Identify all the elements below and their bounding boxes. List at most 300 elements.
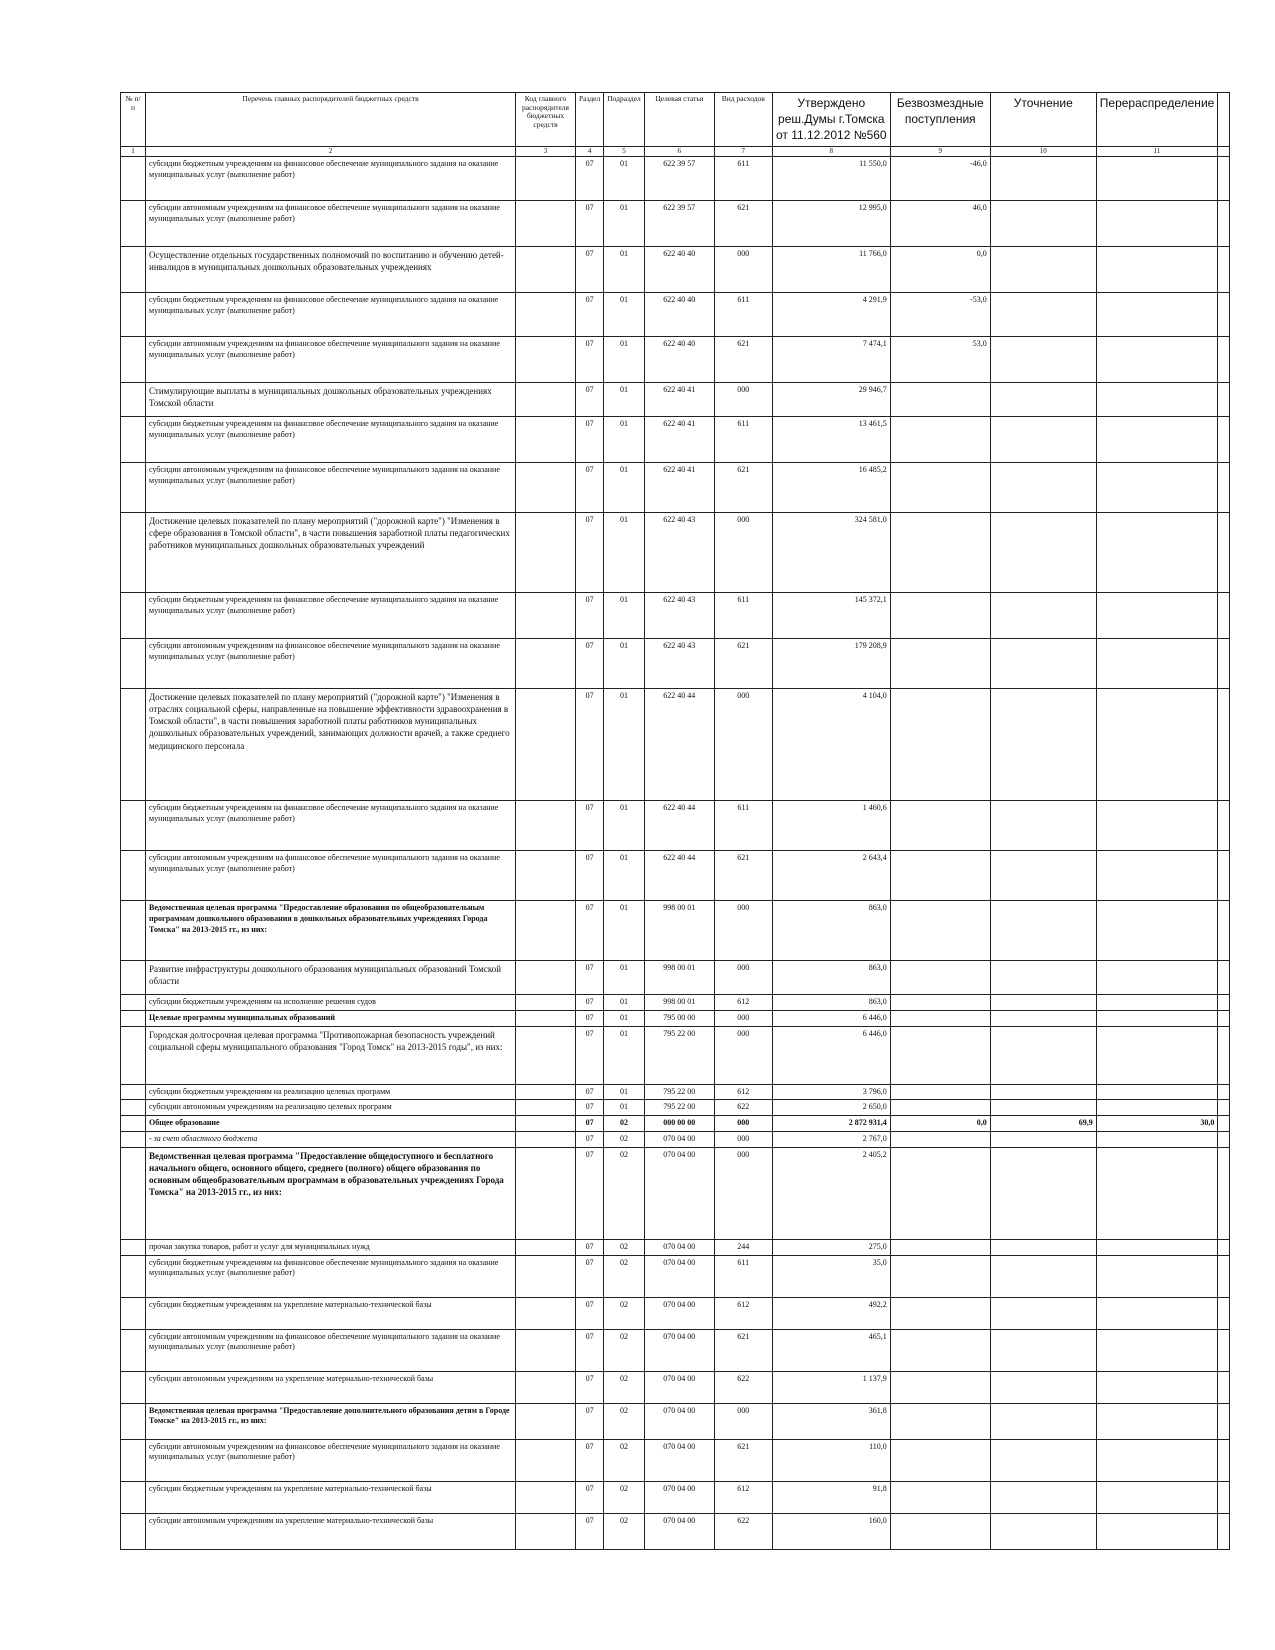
row-gratis (890, 1100, 990, 1116)
row-target: 622 40 44 (644, 801, 714, 851)
row-cut (1218, 1131, 1230, 1147)
row-number-cell (121, 1481, 146, 1513)
row-vid: 000 (714, 1131, 772, 1147)
table-row (121, 1403, 1230, 1439)
row-target: 998 00 01 (644, 995, 714, 1011)
row-podrazdel: 02 (604, 1371, 645, 1403)
row-razdel: 07 (576, 1297, 604, 1329)
row-clarify (990, 293, 1096, 337)
table-row (121, 995, 1230, 1011)
row-clarify: 69,9 (990, 1116, 1096, 1132)
row-gratis (890, 639, 990, 689)
row-podrazdel: 02 (604, 1403, 645, 1439)
row-vid: 612 (714, 1481, 772, 1513)
row-podrazdel: 01 (604, 337, 645, 383)
row-redistribute (1096, 247, 1218, 293)
row-approved: 6 446,0 (772, 1010, 890, 1026)
row-number-cell (121, 801, 146, 851)
row-code (516, 1026, 576, 1084)
row-target: 795 22 00 (644, 1026, 714, 1084)
row-name: субсидии автономным учреждениям на финансовое обеспечение муниципального задания на оказание муниципальных услуг (выполнение работ) (146, 463, 516, 513)
row-cut (1218, 247, 1230, 293)
row-number-cell (121, 1255, 146, 1297)
row-razdel: 07 (576, 1513, 604, 1549)
row-gratis (890, 1403, 990, 1439)
row-clarify (990, 337, 1096, 383)
row-code (516, 383, 576, 417)
col-number-cut (1218, 146, 1230, 156)
row-redistribute (1096, 1100, 1218, 1116)
table-row (121, 247, 1230, 293)
row-vid: 611 (714, 417, 772, 463)
row-podrazdel: 01 (604, 383, 645, 417)
row-podrazdel: 01 (604, 247, 645, 293)
row-razdel: 07 (576, 1255, 604, 1297)
row-number-cell (121, 1297, 146, 1329)
row-name: субсидии бюджетным учреждениям на финансовое обеспечение муниципального задания на оказание муниципальных услуг (выполнение работ) (146, 593, 516, 639)
row-podrazdel: 02 (604, 1439, 645, 1481)
row-code (516, 901, 576, 961)
row-podrazdel: 02 (604, 1239, 645, 1255)
header-vid: Вид расходов (714, 93, 772, 147)
table-row (121, 1371, 1230, 1403)
row-clarify (990, 417, 1096, 463)
row-approved: 91,8 (772, 1481, 890, 1513)
row-vid: 621 (714, 463, 772, 513)
row-vid: 612 (714, 995, 772, 1011)
header-approved: Утверждено реш.Думы г.Томска от 11.12.2012 №560 (772, 93, 890, 147)
row-razdel: 07 (576, 1329, 604, 1371)
row-clarify (990, 1100, 1096, 1116)
row-gratis: 0,0 (890, 247, 990, 293)
row-name: прочая закупка товаров, работ и услуг для муниципальных нужд (146, 1239, 516, 1255)
row-name: Стимулирующие выплаты в муниципальных дошкольных образовательных учреждениях Томской области (146, 383, 516, 417)
row-cut (1218, 1329, 1230, 1371)
row-redistribute: 30,0 (1096, 1116, 1218, 1132)
row-approved: 12 995,0 (772, 201, 890, 247)
row-vid: 621 (714, 1329, 772, 1371)
table-row (121, 851, 1230, 901)
row-clarify (990, 1439, 1096, 1481)
row-gratis: 0,0 (890, 1116, 990, 1132)
table-row (121, 593, 1230, 639)
row-approved: 2 650,0 (772, 1100, 890, 1116)
row-cut (1218, 1239, 1230, 1255)
row-target: 622 40 44 (644, 851, 714, 901)
row-podrazdel: 02 (604, 1131, 645, 1147)
row-code (516, 247, 576, 293)
row-cut (1218, 1439, 1230, 1481)
row-clarify (990, 851, 1096, 901)
row-cut (1218, 463, 1230, 513)
table-row (121, 1255, 1230, 1297)
row-target: 622 40 41 (644, 463, 714, 513)
row-target: 622 40 41 (644, 383, 714, 417)
row-redistribute (1096, 593, 1218, 639)
row-cut (1218, 417, 1230, 463)
row-redistribute (1096, 1147, 1218, 1239)
row-redistribute (1096, 901, 1218, 961)
row-code (516, 337, 576, 383)
row-name: субсидии бюджетным учреждениям на финансовое обеспечение муниципального задания на оказание муниципальных услуг (выполнение работ) (146, 293, 516, 337)
row-razdel: 07 (576, 1100, 604, 1116)
row-number-cell (121, 961, 146, 995)
row-vid: 621 (714, 639, 772, 689)
row-redistribute (1096, 1371, 1218, 1403)
row-code (516, 201, 576, 247)
row-podrazdel: 02 (604, 1116, 645, 1132)
row-approved: 4 104,0 (772, 689, 890, 801)
row-approved: 2 767,0 (772, 1131, 890, 1147)
row-vid: 000 (714, 247, 772, 293)
row-vid: 611 (714, 1255, 772, 1297)
row-redistribute (1096, 851, 1218, 901)
row-clarify (990, 901, 1096, 961)
row-approved: 863,0 (772, 901, 890, 961)
row-clarify (990, 1084, 1096, 1100)
row-cut (1218, 1371, 1230, 1403)
row-vid: 000 (714, 383, 772, 417)
row-vid: 000 (714, 961, 772, 995)
row-target: 622 40 41 (644, 417, 714, 463)
row-cut (1218, 1100, 1230, 1116)
row-target: 070 04 00 (644, 1439, 714, 1481)
row-number-cell (121, 337, 146, 383)
row-name: субсидии бюджетным учреждениям на укрепление материально-технической базы (146, 1481, 516, 1513)
header-clarify: Уточнение (990, 93, 1096, 147)
table-row (121, 801, 1230, 851)
row-redistribute (1096, 689, 1218, 801)
row-podrazdel: 01 (604, 1084, 645, 1100)
row-target: 000 00 00 (644, 1116, 714, 1132)
row-name: Развитие инфраструктуры дошкольного образования муниципальных образований Томской области (146, 961, 516, 995)
row-clarify (990, 639, 1096, 689)
row-cut (1218, 1026, 1230, 1084)
row-redistribute (1096, 1026, 1218, 1084)
row-code (516, 1481, 576, 1513)
row-redistribute (1096, 513, 1218, 593)
table-row (121, 1239, 1230, 1255)
row-vid: 612 (714, 1084, 772, 1100)
row-razdel: 07 (576, 1026, 604, 1084)
row-razdel: 07 (576, 247, 604, 293)
header-name: Перечень главных распорядителей бюджетных средств (146, 93, 516, 147)
row-gratis (890, 1010, 990, 1026)
budget-table (120, 92, 1230, 1550)
row-razdel: 07 (576, 293, 604, 337)
row-name: субсидии автономным учреждениям на финансовое обеспечение муниципального задания на оказание муниципальных услуг (выполнение работ) (146, 337, 516, 383)
row-target: 622 40 40 (644, 247, 714, 293)
row-target: 622 40 43 (644, 593, 714, 639)
col-number: 6 (644, 146, 714, 156)
row-vid: 244 (714, 1239, 772, 1255)
col-number: 4 (576, 146, 604, 156)
row-cut (1218, 1255, 1230, 1297)
row-target: 070 04 00 (644, 1481, 714, 1513)
row-approved: 160,0 (772, 1513, 890, 1549)
row-code (516, 293, 576, 337)
row-target: 622 39 57 (644, 201, 714, 247)
row-podrazdel: 01 (604, 201, 645, 247)
table-row (121, 1481, 1230, 1513)
row-number-cell (121, 1147, 146, 1239)
row-redistribute (1096, 337, 1218, 383)
row-razdel: 07 (576, 1116, 604, 1132)
row-code (516, 1513, 576, 1549)
row-podrazdel: 02 (604, 1481, 645, 1513)
row-number-cell (121, 1026, 146, 1084)
col-number: 9 (890, 146, 990, 156)
row-gratis (890, 1255, 990, 1297)
row-number-cell (121, 1403, 146, 1439)
row-clarify (990, 1010, 1096, 1026)
col-number: 10 (990, 146, 1096, 156)
row-target: 622 40 44 (644, 689, 714, 801)
table-row (121, 1010, 1230, 1026)
row-name: субсидии бюджетным учреждениям на финансовое обеспечение муниципального задания на оказание муниципальных услуг (выполнение работ) (146, 417, 516, 463)
row-name: субсидии бюджетным учреждениям на финансовое обеспечение муниципального задания на оказание муниципальных услуг (выполнение работ) (146, 157, 516, 201)
row-gratis: 53,0 (890, 337, 990, 383)
row-redistribute (1096, 293, 1218, 337)
row-redistribute (1096, 1329, 1218, 1371)
row-gratis: 46,0 (890, 201, 990, 247)
row-gratis (890, 383, 990, 417)
row-number-cell (121, 383, 146, 417)
row-number-cell (121, 247, 146, 293)
row-cut (1218, 801, 1230, 851)
row-approved: 2 872 931,4 (772, 1116, 890, 1132)
row-razdel: 07 (576, 337, 604, 383)
row-code (516, 1239, 576, 1255)
row-cut (1218, 851, 1230, 901)
row-approved: 13 461,5 (772, 417, 890, 463)
header-code: Код главного распорядителя бюджетных средств (516, 93, 576, 147)
row-cut (1218, 1116, 1230, 1132)
row-number-cell (121, 1100, 146, 1116)
row-number-cell (121, 513, 146, 593)
row-target: 070 04 00 (644, 1329, 714, 1371)
row-name: субсидии бюджетным учреждениям на реализацию целевых программ (146, 1084, 516, 1100)
row-cut (1218, 1297, 1230, 1329)
row-clarify (990, 513, 1096, 593)
row-clarify (990, 1371, 1096, 1403)
row-vid: 611 (714, 593, 772, 639)
row-number-cell (121, 1439, 146, 1481)
row-gratis (890, 1481, 990, 1513)
row-approved: 863,0 (772, 961, 890, 995)
row-name: субсидии автономным учреждениям на финансовое обеспечение муниципального задания на оказание муниципальных услуг (выполнение работ) (146, 1439, 516, 1481)
row-code (516, 995, 576, 1011)
row-podrazdel: 02 (604, 1147, 645, 1239)
row-cut (1218, 1084, 1230, 1100)
row-cut (1218, 1513, 1230, 1549)
row-cut (1218, 513, 1230, 593)
row-gratis (890, 1026, 990, 1084)
row-clarify (990, 1329, 1096, 1371)
row-number-cell (121, 157, 146, 201)
row-target: 998 00 01 (644, 961, 714, 995)
row-target: 070 04 00 (644, 1297, 714, 1329)
row-razdel: 07 (576, 1147, 604, 1239)
row-razdel: 07 (576, 1481, 604, 1513)
row-podrazdel: 02 (604, 1255, 645, 1297)
row-gratis: -53,0 (890, 293, 990, 337)
row-vid: 611 (714, 157, 772, 201)
table-row (121, 1439, 1230, 1481)
header-cut (1218, 93, 1230, 147)
table-row (121, 293, 1230, 337)
row-podrazdel: 01 (604, 639, 645, 689)
row-code (516, 689, 576, 801)
row-number-cell (121, 689, 146, 801)
row-name: Городская долгосрочная целевая программа "Противопожарная безопасность учреждений социальной сферы муниципального образования "Город Томск" на 2013-2015 годы", из них: (146, 1026, 516, 1084)
row-code (516, 851, 576, 901)
row-gratis (890, 417, 990, 463)
table-row (121, 1297, 1230, 1329)
row-clarify (990, 1255, 1096, 1297)
row-podrazdel: 01 (604, 293, 645, 337)
row-podrazdel: 01 (604, 417, 645, 463)
row-name: Ведомственная целевая программа "Предоставление дополнительного образования детям в Городе Томске" на 2013-2015 гг., из них: (146, 1403, 516, 1439)
row-name: субсидии бюджетным учреждениям на исполнение решения судов (146, 995, 516, 1011)
header-razdel: Раздел (576, 93, 604, 147)
row-approved: 35,0 (772, 1255, 890, 1297)
row-redistribute (1096, 417, 1218, 463)
row-vid: 611 (714, 293, 772, 337)
row-target: 622 40 40 (644, 337, 714, 383)
row-vid: 622 (714, 1371, 772, 1403)
row-code (516, 463, 576, 513)
table-row (121, 901, 1230, 961)
row-approved: 6 446,0 (772, 1026, 890, 1084)
row-razdel: 07 (576, 201, 604, 247)
table-row (121, 157, 1230, 201)
row-target: 622 40 43 (644, 639, 714, 689)
table-row (121, 1147, 1230, 1239)
row-clarify (990, 1131, 1096, 1147)
row-clarify (990, 1239, 1096, 1255)
row-razdel: 07 (576, 901, 604, 961)
table-row (121, 689, 1230, 801)
row-podrazdel: 01 (604, 689, 645, 801)
row-clarify (990, 1297, 1096, 1329)
row-number-cell (121, 417, 146, 463)
row-cut (1218, 639, 1230, 689)
row-clarify (990, 593, 1096, 639)
row-target: 070 04 00 (644, 1239, 714, 1255)
row-cut (1218, 593, 1230, 639)
row-clarify (990, 1513, 1096, 1549)
row-gratis (890, 901, 990, 961)
table-row (121, 961, 1230, 995)
row-razdel: 07 (576, 1439, 604, 1481)
row-approved: 16 485,2 (772, 463, 890, 513)
row-podrazdel: 01 (604, 1010, 645, 1026)
row-approved: 4 291,9 (772, 293, 890, 337)
row-gratis (890, 463, 990, 513)
row-clarify (990, 201, 1096, 247)
row-gratis (890, 1371, 990, 1403)
row-redistribute (1096, 383, 1218, 417)
row-razdel: 07 (576, 1403, 604, 1439)
row-approved: 275,0 (772, 1239, 890, 1255)
row-clarify (990, 801, 1096, 851)
row-redistribute (1096, 1131, 1218, 1147)
row-name: Общее образование (146, 1116, 516, 1132)
row-approved: 361,8 (772, 1403, 890, 1439)
row-vid: 000 (714, 1403, 772, 1439)
row-clarify (990, 383, 1096, 417)
row-vid: 612 (714, 1297, 772, 1329)
row-redistribute (1096, 1239, 1218, 1255)
row-code (516, 801, 576, 851)
row-target: 998 00 01 (644, 901, 714, 961)
row-razdel: 07 (576, 417, 604, 463)
row-number-cell (121, 1010, 146, 1026)
table-row (121, 513, 1230, 593)
table-row (121, 417, 1230, 463)
row-target: 795 22 00 (644, 1084, 714, 1100)
row-code (516, 1439, 576, 1481)
row-redistribute (1096, 995, 1218, 1011)
table-row (121, 1084, 1230, 1100)
row-vid: 622 (714, 1100, 772, 1116)
row-approved: 1 460,6 (772, 801, 890, 851)
row-razdel: 07 (576, 851, 604, 901)
table-row (121, 1026, 1230, 1084)
table-row (121, 463, 1230, 513)
row-target: 070 04 00 (644, 1147, 714, 1239)
header-gratis: Безвозмездные поступления (890, 93, 990, 147)
row-redistribute (1096, 1297, 1218, 1329)
row-razdel: 07 (576, 1239, 604, 1255)
row-approved: 2 405,2 (772, 1147, 890, 1239)
row-redistribute (1096, 1010, 1218, 1026)
row-code (516, 1329, 576, 1371)
row-number-cell (121, 1513, 146, 1549)
row-podrazdel: 02 (604, 1513, 645, 1549)
row-vid: 622 (714, 1513, 772, 1549)
row-podrazdel: 01 (604, 801, 645, 851)
row-gratis (890, 1084, 990, 1100)
row-approved: 29 946,7 (772, 383, 890, 417)
col-number: 2 (146, 146, 516, 156)
column-number-row (121, 146, 1230, 156)
row-clarify (990, 1147, 1096, 1239)
row-redistribute (1096, 1481, 1218, 1513)
row-approved: 11 550,0 (772, 157, 890, 201)
row-name: Достижение целевых показателей по плану мероприятий ("дорожной карте") "Изменения в отраслях социальной сферы, направленные на повышение эффективности здравоохранения в Томской области", в части повышения заработной платы работников муниципальных дошкольных образовательных учреждений, занимающих должности врачей, а также среднего медицинского персонала (146, 689, 516, 801)
header-target: Целевая статья (644, 93, 714, 147)
row-target: 070 04 00 (644, 1371, 714, 1403)
row-code (516, 1116, 576, 1132)
row-cut (1218, 1403, 1230, 1439)
row-clarify (990, 247, 1096, 293)
row-number-cell (121, 1329, 146, 1371)
row-gratis (890, 1513, 990, 1549)
table-row (121, 383, 1230, 417)
col-number: 11 (1096, 146, 1218, 156)
table-row (121, 1329, 1230, 1371)
table-row (121, 1131, 1230, 1147)
row-gratis (890, 801, 990, 851)
row-razdel: 07 (576, 689, 604, 801)
row-name: Достижение целевых показателей по плану мероприятий ("дорожной карте") "Изменения в сфере образования в Томской области", в части повышения заработной платы педагогических работников муниципальных дошкольных образовательных учреждений (146, 513, 516, 593)
header-redistribute: Перераспределение (1096, 93, 1218, 147)
row-podrazdel: 01 (604, 851, 645, 901)
row-redistribute (1096, 1439, 1218, 1481)
row-target: 622 39 57 (644, 157, 714, 201)
